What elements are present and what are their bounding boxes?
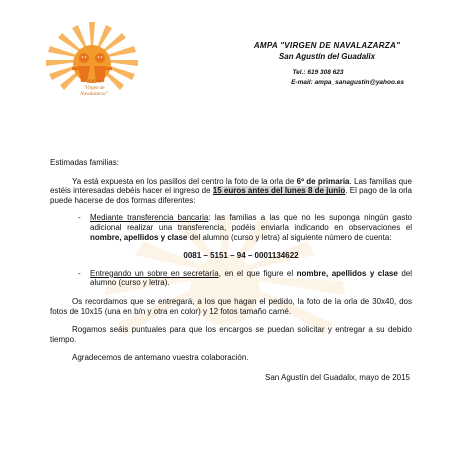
envelope-required-data: nombre, apellidos y clase: [296, 268, 398, 278]
paragraph-intro: [50, 177, 412, 206]
letterhead: [232, 40, 422, 62]
envelope-text-b: , en el que figure el: [218, 268, 297, 278]
payment-option-envelope: [50, 269, 412, 288]
intro-text-a: Ya está expuesta en los pasillos del centro la foto de la orla de: [72, 176, 297, 186]
intro-course: 6º de primaria: [296, 176, 350, 186]
letter-body: [50, 158, 412, 383]
association-name: AMPA "VIRGEN DE NAVALAZARZA": [253, 41, 401, 50]
intro-text-c: . Las familias que estéis interesadas debéis hacer el ingreso de: [50, 176, 412, 196]
contact-email: E-mail: ampa_sanagustin@yahoo.es: [291, 79, 404, 86]
association-place: San Agustín del Guadalix: [278, 52, 376, 61]
payment-option-transfer: [50, 213, 412, 242]
intro-amount-deadline: 15 euros antes del lunes 8 de junio: [212, 186, 346, 196]
transfer-text-b: : las familias a las que no les suponga ningún gasto adicional realizar una transferencia, podéis enviarla indicando en observaciones el: [90, 213, 412, 232]
contact-phone: Tel.: 619 308 623: [292, 69, 344, 76]
list-dash: -: [78, 213, 81, 223]
signature-date: San Agustín del Guadalix, mayo de 2015: [265, 372, 410, 382]
paragraph-delivery: Os recordamos que se entregará, a los que hagan el pedido, la foto de la orla de 30x40, dos fotos de 10x15 (una en b/n y otra en color) y 12 fotos tamaño carné.: [50, 296, 412, 316]
list-dash: -: [78, 268, 81, 278]
bank-account-number: 0081 – 5151 – 94 – 0001134622: [183, 251, 299, 261]
contact-block: [232, 68, 422, 88]
transfer-required-data: nombre, apellidos y clase: [90, 232, 188, 242]
transfer-text-d: del alumno (curso y letra) al siguiente número de cuenta:: [187, 232, 392, 242]
logo-caption-line2: "Virgen de Navalazarza": [80, 86, 108, 97]
paragraph-punctuality: Rogamos seáis puntuales para que los encargos se puedan solicitar y entregar a su debido tiempo.: [50, 325, 412, 344]
envelope-heading: Entregando un sobre en secretaría: [90, 268, 219, 278]
envelope-text-d: del alumno (curso y letra).: [90, 268, 412, 288]
intro-text-e: . El pago de la orla puede hacerse de dos formas diferentes:: [50, 186, 413, 205]
transfer-heading: Mediante transferencia bancaria: [90, 213, 209, 223]
logo-caption-line1: AMPA: [87, 80, 101, 85]
paragraph-thanks: Agradecemos de antemano vuestra colaboración.: [72, 353, 249, 363]
logo-caption: [74, 80, 114, 98]
greeting: Estimadas familias:: [50, 158, 119, 167]
